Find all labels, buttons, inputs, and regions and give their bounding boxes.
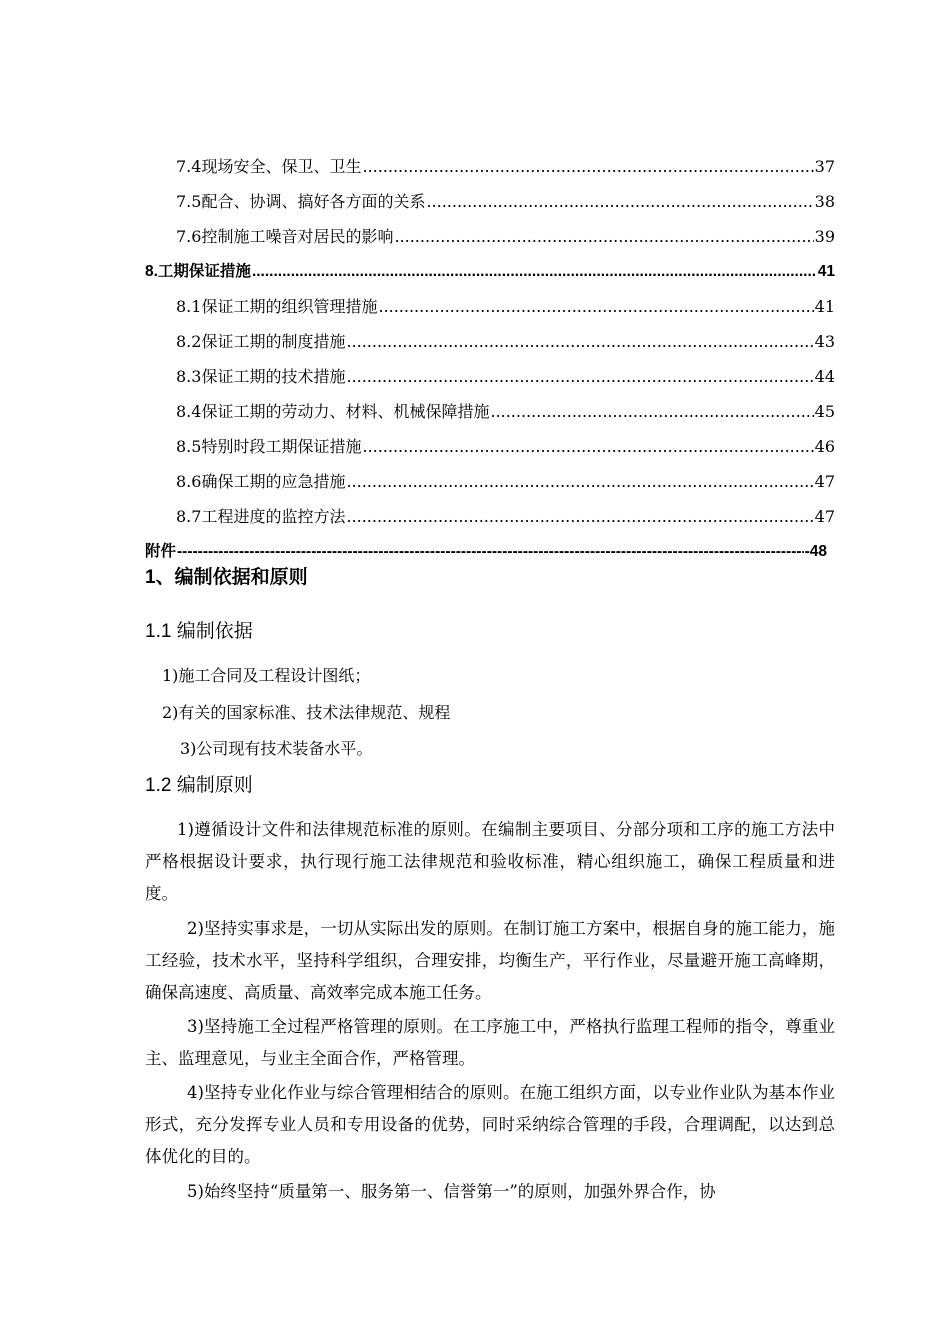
toc-entry-title: 8.1保证工期的组织管理措施 [176, 297, 378, 316]
list-item: 3)公司现有技术装备水平。 [180, 739, 373, 758]
toc-entry-title: 8.4保证工期的劳动力、材料、机械保障措施 [176, 402, 490, 421]
subsection-heading: 1.2 编制原则 [145, 775, 253, 796]
toc-entry-page: 44 [814, 367, 835, 386]
toc-entry[interactable] [145, 422, 835, 457]
toc-leader [346, 507, 813, 527]
toc-entry-page: -48 [804, 543, 827, 560]
toc-leader [426, 192, 813, 212]
toc-entry-title: 附件 [145, 543, 177, 560]
paragraph: 1)遵循设计文件和法律规范标准的原则。在编制主要项目、分部分项和工序的施工方法中严格根据设计要求，执行现行施工法律规范和验收标准，精心组织施工，确保工程质量和进度。 [145, 820, 835, 903]
list-item: 2)有关的国家标准、技术法律规范、规程 [162, 703, 451, 722]
toc-entry[interactable] [145, 352, 835, 387]
paragraph: 5)始终坚持“质量第一、服务第一、信誉第一”的原则，加强外界合作，协 [187, 1182, 716, 1201]
toc-entry[interactable] [145, 387, 835, 422]
toc-entry[interactable] [145, 457, 835, 492]
toc-leader [252, 262, 817, 282]
toc-entry-page: 43 [814, 332, 835, 351]
toc-entry-title: 8.2保证工期的制度措施 [176, 332, 346, 351]
toc-entry-page: 41 [817, 263, 835, 280]
toc-entry-page: 47 [814, 472, 835, 491]
toc-leader [378, 297, 813, 317]
toc-leader [346, 472, 813, 492]
toc-leader [346, 332, 813, 352]
toc-entry-title: 8.5特别时段工期保证措施 [176, 437, 362, 456]
section-heading: 1、编制依据和原则 [145, 567, 308, 588]
toc-leader [362, 157, 813, 177]
toc-entry-title: 7.6控制施工噪音对居民的影响 [176, 227, 394, 246]
paragraph: 4)坚持专业化作业与综合管理相结合的原则。在施工组织方面，以专业作业队为基本作业形式，充分发挥专业人员和专用设备的优势，同时采纳综合管理的手段，合理调配，以达到总体优化的目的。 [145, 1083, 835, 1166]
table-of-contents [145, 142, 835, 562]
toc-entry[interactable] [145, 317, 835, 352]
toc-entry[interactable] [145, 492, 835, 527]
paragraph: 2)坚持实事求是，一切从实际出发的原则。在制订施工方案中，根据自身的施工能力，施工经验，技术水平，坚持科学组织，合理安排，均衡生产，平行作业，尽量避开施工高峰期，确保高速度、高质量、高效率完成本施工任务。 [145, 919, 835, 1002]
toc-leader [177, 542, 804, 562]
list-item: 1)施工合同及工程设计图纸； [162, 666, 371, 685]
toc-entry-page: 37 [814, 157, 835, 176]
toc-entry[interactable] [145, 212, 835, 247]
toc-entry-title: 8.6确保工期的应急措施 [176, 472, 346, 491]
toc-entry-appendix[interactable] [145, 527, 835, 562]
toc-entry-page: 41 [814, 297, 835, 316]
toc-entry-page: 45 [814, 402, 835, 421]
toc-entry-title: 7.5配合、协调、搞好各方面的关系 [176, 192, 426, 211]
toc-entry-page: 38 [814, 192, 835, 211]
paragraph: 3)坚持施工全过程严格管理的原则。在工序施工中，严格执行监理工程师的指令，尊重业主、监理意见，与业主全面合作，严格管理。 [145, 1017, 835, 1068]
toc-leader [346, 367, 813, 387]
toc-entry-title: 7.4现场安全、保卫、卫生 [176, 157, 362, 176]
toc-entry-page: 47 [814, 507, 835, 526]
toc-entry-title: 8.3保证工期的技术措施 [176, 367, 346, 386]
toc-entry-page: 46 [814, 437, 835, 456]
subsection-heading: 1.1 编制依据 [145, 621, 253, 642]
toc-leader [394, 227, 813, 247]
toc-leader [362, 437, 813, 457]
toc-entry-page: 39 [814, 227, 835, 246]
toc-entry-title: 8.7工程进度的监控方法 [176, 507, 346, 526]
toc-entry-title: 8.工期保证措施 [145, 263, 251, 280]
toc-entry[interactable] [145, 177, 835, 212]
toc-leader [490, 402, 813, 422]
toc-entry-chapter[interactable] [145, 247, 835, 282]
toc-entry[interactable] [145, 282, 835, 317]
toc-entry[interactable] [145, 142, 835, 177]
